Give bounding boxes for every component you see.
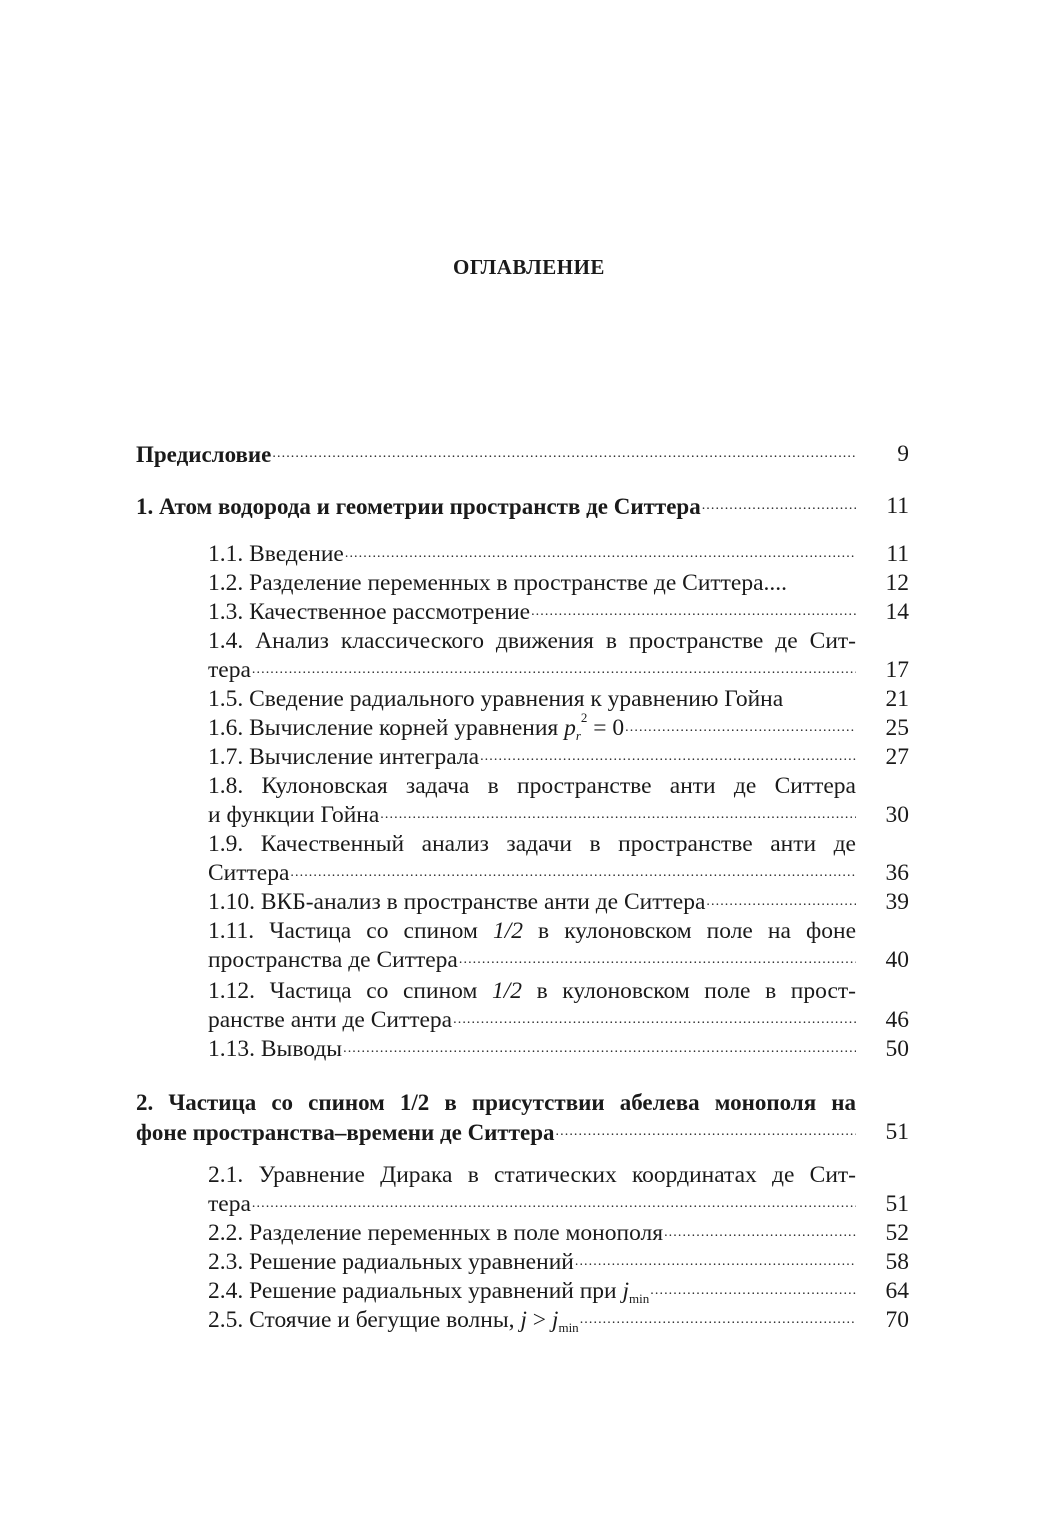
toc-page-number: 40: [885, 947, 909, 973]
toc-entry-title: ранстве анти де Ситтера: [208, 1007, 453, 1033]
toc-page-number: 64: [885, 1278, 909, 1304]
toc-entry-1-12-line1[interactable]: [208, 977, 856, 1006]
toc-entry-2-2[interactable]: [208, 1219, 856, 1248]
toc-page-number: 14: [885, 599, 909, 625]
toc-entry-title: тера: [208, 1191, 251, 1217]
toc-entry-1-2[interactable]: [208, 569, 856, 598]
toc-entry-1-8-line2[interactable]: [208, 801, 856, 830]
leader-dots: [252, 1195, 856, 1215]
math-variable: j: [551, 1307, 559, 1333]
leader-dots: [706, 893, 856, 913]
math-operator: >: [526, 1307, 552, 1333]
toc-entry-title: [208, 710, 625, 743]
toc-entry-1-5[interactable]: [208, 685, 856, 714]
leader-dots: [290, 864, 856, 884]
leader-dots: [380, 806, 856, 826]
toc-entry-title: 2.2. Разделение переменных в поле монополя: [208, 1220, 664, 1246]
toc-entry-text: в кулоновском поле в прост-: [521, 978, 856, 1004]
toc-entry-2-1-line1[interactable]: [208, 1161, 856, 1190]
toc-entry-1-6[interactable]: [208, 710, 856, 743]
toc-entry-title: [208, 978, 856, 1004]
toc-entry-title: Предисловие: [136, 442, 272, 467]
toc-entry-title: пространства де Ситтера: [208, 947, 458, 973]
leader-dots: [480, 748, 856, 768]
toc-page-number: 46: [885, 1007, 909, 1033]
leader-dots: [531, 603, 856, 623]
toc-entry-text: 1.11. Частица со спином: [208, 918, 493, 944]
toc-page-number: 17: [885, 657, 909, 683]
math-subscript: min: [629, 1291, 650, 1306]
toc-entry-text: 1.12. Частица со спином: [208, 978, 492, 1004]
toc-entry-title: и функции Гойна: [208, 802, 380, 828]
toc-entry-chapter-2-line1[interactable]: [136, 1088, 856, 1117]
toc-page-number: 58: [885, 1249, 909, 1275]
toc-page-number: 9: [897, 441, 909, 467]
leader-dots: [345, 545, 856, 565]
leader-dots: [556, 1123, 856, 1143]
toc-entry-title: 1.13. Выводы: [208, 1036, 343, 1062]
toc-page-number: 39: [885, 889, 909, 915]
toc-entry-title: 1.7. Вычисление интеграла: [208, 744, 480, 770]
toc-entry-title: [208, 1277, 649, 1306]
toc-entry-1-11-line1[interactable]: [208, 917, 856, 946]
toc-entry-title: 2.1. Уравнение Дирака в статических координатах де Сит-: [208, 1162, 856, 1188]
toc-page-number: 11: [886, 541, 909, 567]
toc-entry-text: 2.4. Решение радиальных уравнений при: [208, 1278, 623, 1304]
toc-page-number: 27: [885, 744, 909, 770]
toc-page-number: 50: [885, 1036, 909, 1062]
toc-entry-title: 1.3. Качественное рассмотрение: [208, 599, 531, 625]
toc-entry-title: 1.9. Качественный анализ задачи в пространстве анти де: [208, 831, 856, 857]
toc-entry-1-9-line1[interactable]: [208, 830, 856, 859]
toc-entry-1-13[interactable]: [208, 1035, 856, 1064]
toc-entry-text: 1.6. Вычисление корней уравнения: [208, 715, 565, 741]
leader-dots: [272, 445, 856, 465]
toc-page-number: 12: [885, 570, 909, 596]
leader-dots: [252, 661, 856, 681]
leader-dots: [625, 719, 856, 739]
math-variable: p: [564, 715, 576, 741]
toc-entry-title: [208, 918, 856, 944]
leader-dots: [650, 1282, 856, 1302]
leader-dots: [459, 951, 856, 971]
toc-entry-title: [208, 1306, 579, 1335]
toc-entry-text: 2.5. Стоячие и бегущие волны,: [208, 1307, 521, 1333]
toc-page-number: 51: [885, 1119, 909, 1145]
toc-entry-1-11-line2[interactable]: [208, 946, 856, 975]
toc-entry-title: 1.10. ВКБ-анализ в пространстве анти де Ситтера: [208, 889, 706, 915]
toc-entry-1-4-line2[interactable]: [208, 656, 856, 685]
toc-entry-1-4-line1[interactable]: [208, 627, 856, 656]
leader-dots: [664, 1224, 856, 1244]
leader-dots: [702, 497, 856, 517]
toc-entry-2-3[interactable]: [208, 1248, 856, 1277]
toc-entry-title: 1.5. Сведение радиального уравнения к уравнению Гойна: [208, 686, 784, 712]
toc-entry-title: тера: [208, 657, 251, 683]
toc-heading: ОГЛАВЛЕНИЕ: [453, 255, 605, 279]
toc-page-number: 11: [886, 493, 909, 519]
toc-entry-chapter-1[interactable]: [136, 492, 856, 521]
toc-entry-text: в кулоновском поле на фоне: [522, 918, 856, 944]
toc-entry-1-8-line1[interactable]: [208, 772, 856, 801]
toc-entry-1-9-line2[interactable]: [208, 859, 856, 888]
toc-entry-1-3[interactable]: [208, 598, 856, 627]
toc-page-number: 30: [885, 802, 909, 828]
math-superscript: 2: [580, 710, 588, 725]
toc-entry-title: 1.1. Введение: [208, 541, 344, 567]
toc-entry-title: 1.8. Кулоновская задача в пространстве анти де Ситтера: [208, 773, 856, 799]
toc-entry-title: 2.3. Решение радиальных уравнений: [208, 1249, 574, 1275]
toc-entry-1-12-line2[interactable]: [208, 1006, 856, 1035]
leader-dots: [453, 1011, 856, 1031]
toc-entry-2-4[interactable]: [208, 1277, 856, 1306]
toc-entry-title: 1.4. Анализ классического движения в пространстве де Сит-: [208, 628, 856, 654]
math-subscript: min: [558, 1320, 579, 1335]
toc-entry-chapter-2-line2[interactable]: [136, 1118, 856, 1147]
leader-dots: [575, 1253, 856, 1273]
toc-page-number: 25: [885, 715, 909, 741]
toc-page-number: 21: [885, 686, 909, 712]
toc-entry-2-5[interactable]: [208, 1306, 856, 1335]
math-fraction: 1/2: [491, 978, 522, 1004]
toc-entry-title: 1. Атом водорода и геометрии пространств де Ситтера: [136, 494, 701, 519]
math-subscript: r: [575, 728, 581, 743]
toc-page-number: 70: [885, 1307, 909, 1333]
leader-dots: [580, 1311, 856, 1331]
toc-entry-text: = 0: [587, 715, 625, 741]
toc-page-number: 51: [885, 1191, 909, 1217]
toc-entry-1-1[interactable]: [208, 540, 856, 569]
leader-dots: [343, 1040, 856, 1060]
toc-entry-1-7[interactable]: [208, 743, 856, 772]
toc-entry-1-10[interactable]: [208, 888, 856, 917]
math-fraction: 1/2: [492, 918, 523, 944]
math-variable: j: [622, 1278, 630, 1304]
toc-entry-title: фоне пространства–времени де Ситтера: [136, 1120, 555, 1145]
toc-entry-preface[interactable]: [136, 440, 856, 469]
toc-entry-2-1-line2[interactable]: [208, 1190, 856, 1219]
toc-entry-title: Ситтера: [208, 860, 290, 886]
toc-page-number: 36: [885, 860, 909, 886]
toc-entry-title: 2. Частица со спином 1/2 в присутствии абелева монополя на: [136, 1090, 856, 1115]
toc-entry-title: 1.2. Разделение переменных в пространстве де Ситтера....: [208, 570, 788, 596]
math-variable: j: [520, 1307, 527, 1333]
toc-page-number: 52: [885, 1220, 909, 1246]
